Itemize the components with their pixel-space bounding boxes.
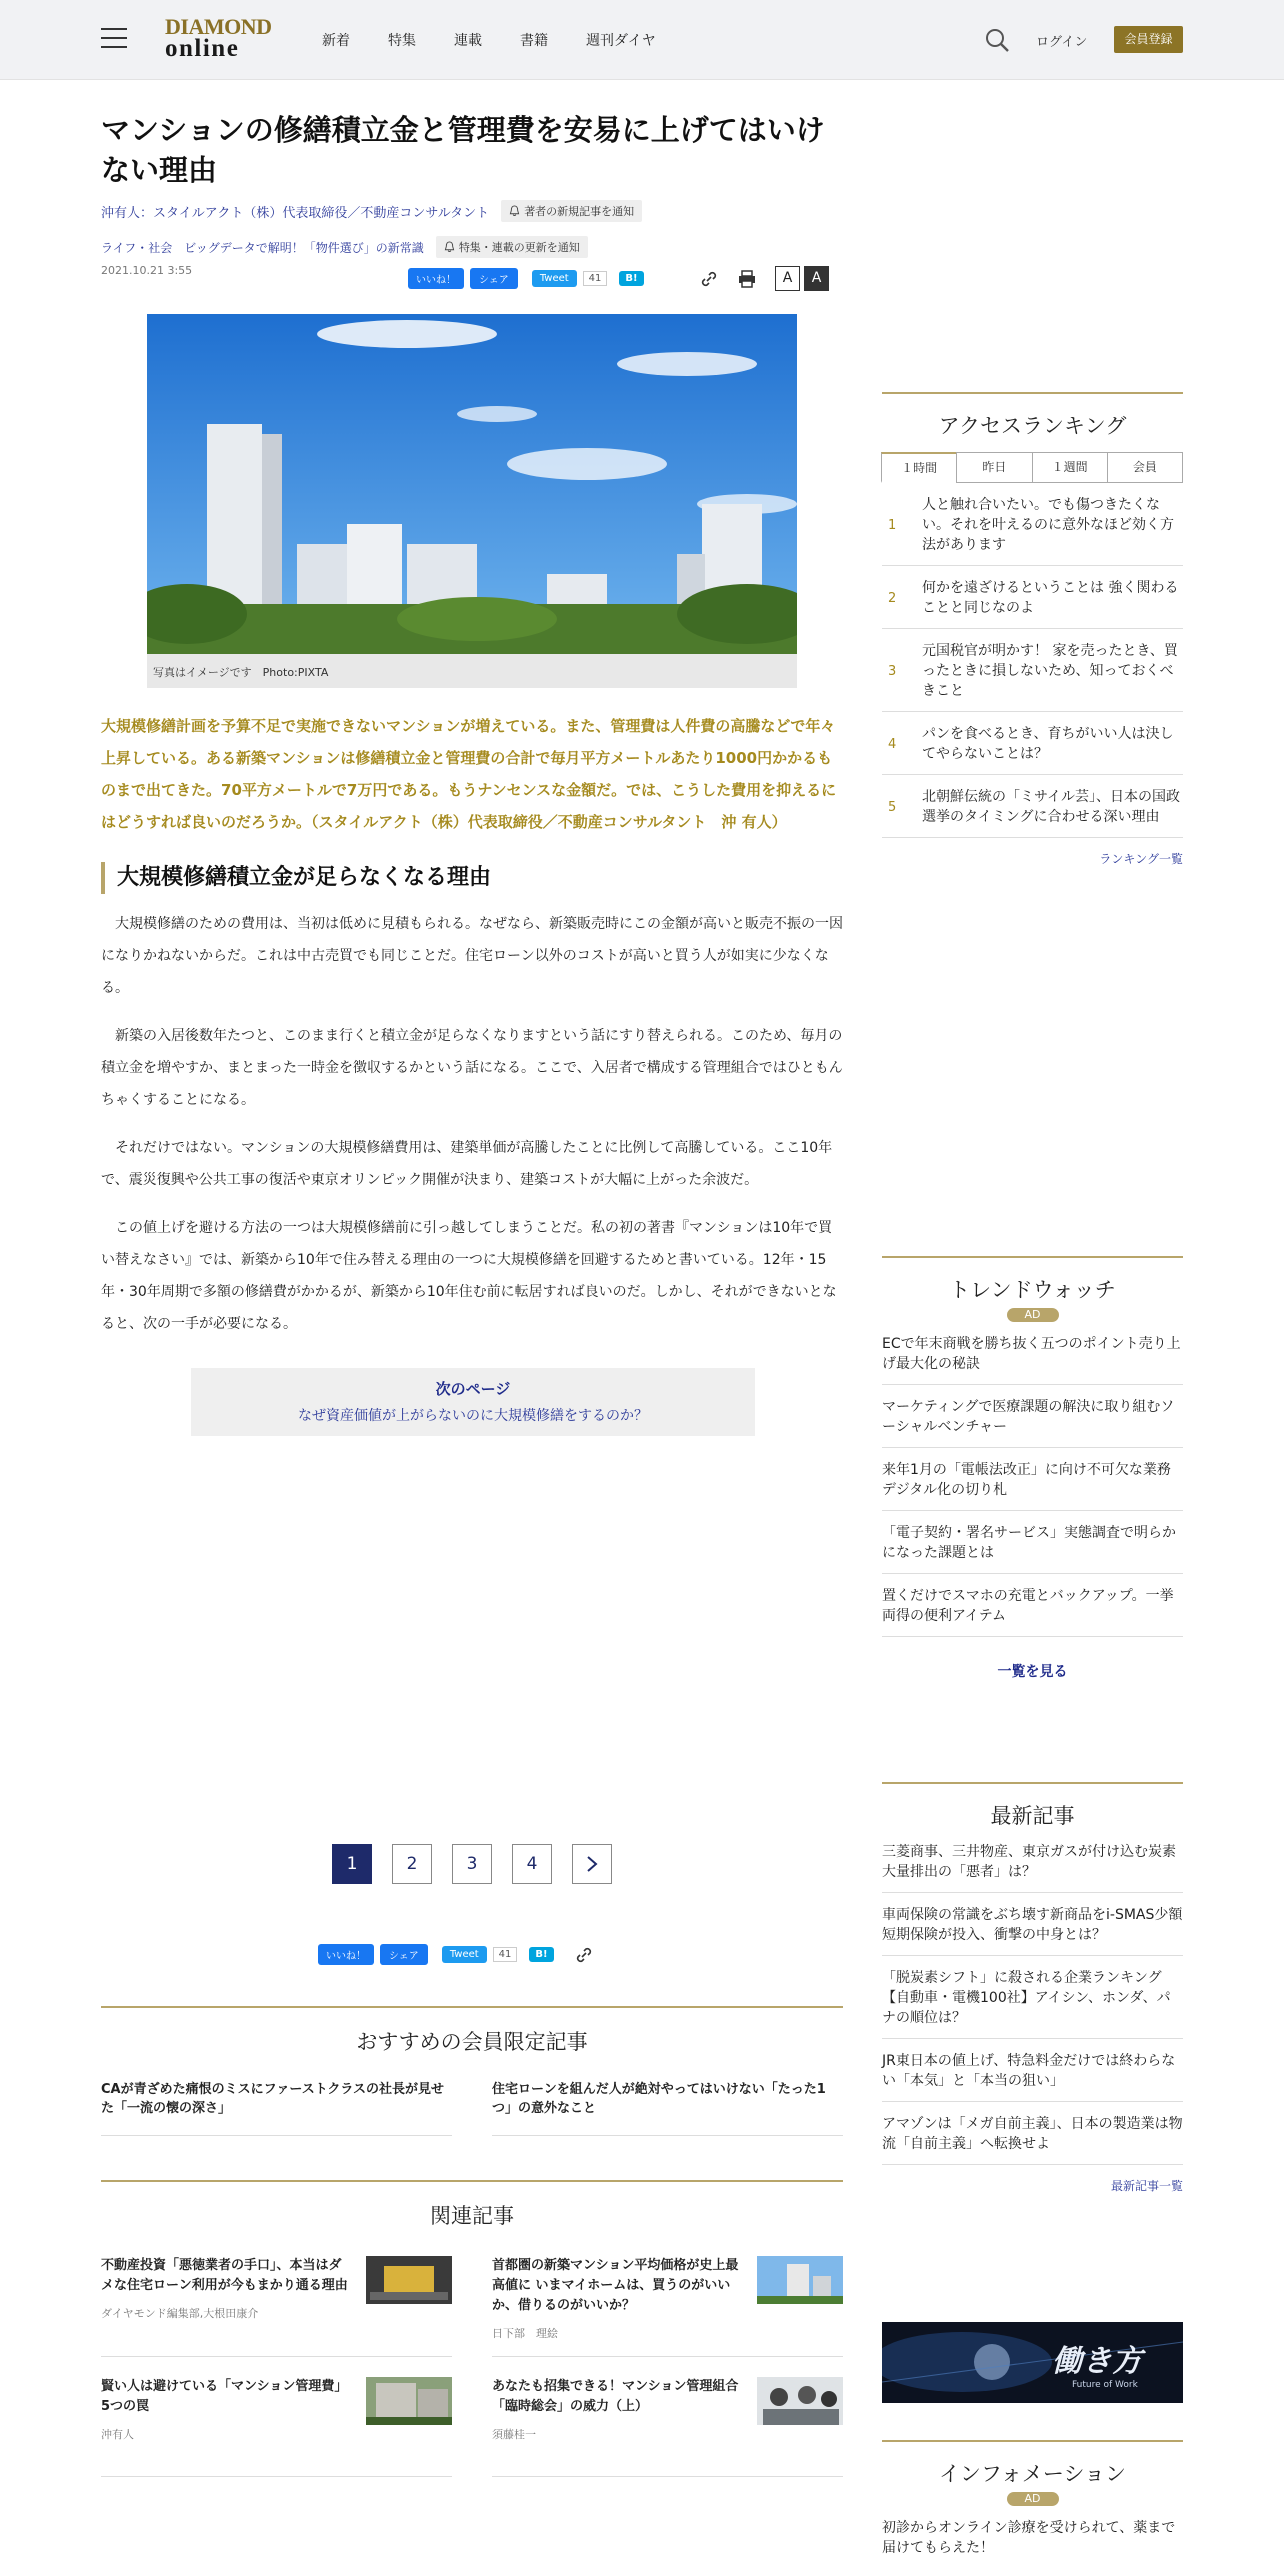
related-item[interactable] [101, 2256, 452, 2357]
latest-item[interactable]: 「脱炭素シフト」に殺される企業ランキング【自動車・電機100社】アイシン、ホンダ、パナの順位は？ [882, 1956, 1183, 2039]
nav-item-weekly[interactable]: 週刊ダイヤ [586, 33, 656, 49]
logo-line1: DIAMOND [165, 14, 272, 39]
ranking-item[interactable]: 1 人と触れ合いたい。でも傷つきたくない。それを叶えるのに意外なほど効く方法があります [882, 483, 1183, 566]
author-notify-label: 著者の新規記事を通知 [524, 205, 635, 218]
category-row [101, 236, 843, 258]
ranking-item[interactable]: 2 何かを遠ざけるということは 強く関わることと同じなのよ [882, 566, 1183, 629]
next-page-title: なぜ資産価値が上がらないのに大規模修繕をするのか？ [298, 1408, 648, 1424]
tab-yesterday[interactable]: 昨日 [956, 452, 1032, 483]
next-page-label: 次のページ [435, 1380, 511, 1398]
site-logo[interactable] [165, 14, 272, 62]
related-heading: 関連記事 [430, 2204, 514, 2228]
facebook-like-button[interactable]: いいね！ [408, 268, 464, 289]
article-lead: 大規模修繕計画を予算不足で実施できないマンションが増えている。また、管理費は人件費の高騰などで年々上昇している。ある新築マンションは修繕積立金と管理費の合計で毎月平方メートルあたり1000円かかるものまで出てきた。70平方メートルで7万円である。もうナンセンスな金額だ。では、こうした費用を抑えるにはどうすれば良いのだろうか。（スタイルアクト（株）代表取締役／不動産コンサルタント 沖 有人） [101, 717, 837, 831]
series-notify-label: 特集・連載の更新を通知 [458, 241, 580, 254]
signup-button[interactable]: 会員登録 [1114, 26, 1183, 53]
article-tools [699, 266, 829, 291]
recommend-item[interactable]: CAが青ざめた痛恨のミスにファーストクラスの社長が見せた「一流の懐の深さ」 [101, 2080, 452, 2136]
related-byline: 沖有人 [101, 2428, 134, 2441]
trend-item[interactable]: ECで年末商戦を勝ち抜く五つのポイント売り上げ最大化の秘訣 [882, 1322, 1183, 1385]
trend-item[interactable]: 置くだけでスマホの充電とバックアップ。一挙両得の便利アイテム [882, 1574, 1183, 1637]
next-page-box[interactable] [191, 1368, 755, 1436]
related-title: あなたも招集できる！マンション管理組合「臨時総会」の威力（上） [492, 2379, 739, 2414]
hatena-bookmark-button[interactable]: B! [619, 271, 643, 286]
hatena-bookmark-button[interactable]: B! [529, 1947, 553, 1962]
tweet-count: 41 [493, 1947, 518, 1962]
latest-widget [882, 1782, 1183, 2194]
share-bar-bottom [318, 1944, 594, 1965]
info-item[interactable]: 初診からオンライン診療を受けられて、薬まで届けてもらえた！ [882, 2506, 1183, 2568]
body-paragraph: 大規模修繕のための費用は、当初は低めに見積もられる。なぜなら、新築販売時にこの金額が高いと販売不振の一因になりかねないからだ。これは中古売買でも同じことだ。住宅ローン以外のコストが高いと買う人が如実に少なくなる。 [101, 916, 843, 996]
pagination [332, 1844, 612, 1884]
related-title: 首都圏の新築マンション平均価格が史上最高値に いまマイホームは、買うのがいいか、借りるのがいいか？ [492, 2258, 739, 2313]
related-byline: 日下部 理絵 [492, 2327, 558, 2340]
nav-item-books[interactable]: 書籍 [520, 33, 548, 49]
login-link[interactable]: ログイン [1036, 35, 1088, 50]
ranking-title: 何かを遠ざけるということは 強く関わることと同じなのよ [922, 580, 1179, 616]
article-title: マンションの修繕積立金と管理費を安易に上げてはいけない理由 [101, 113, 825, 187]
link-icon[interactable] [699, 269, 719, 289]
ranking-item[interactable]: 3 元国税官が明かす！ 家を売ったとき、買ったときに損しないため、知っておくべきこと [882, 629, 1183, 712]
facebook-share-button[interactable]: シェア [380, 1944, 428, 1965]
related-item[interactable] [492, 2377, 843, 2477]
tab-1hour[interactable]: １時間 [881, 452, 957, 483]
latest-item[interactable]: JR東日本の値上げ、特急料金だけでは終わらない「本気」と「本当の狙い」 [882, 2039, 1183, 2102]
ranking-title: 元国税官が明かす！ 家を売ったとき、買ったときに損しないため、知っておくべきこと [922, 643, 1178, 699]
ranking-tabs [882, 452, 1183, 483]
ranking-widget [882, 392, 1183, 867]
ad-badge: AD [1007, 1308, 1059, 1322]
trend-heading: トレンドウォッチ [882, 1256, 1183, 1304]
related-thumbnail [366, 2256, 452, 2304]
banner-ad[interactable] [882, 2322, 1183, 2403]
tab-members[interactable]: 会員 [1107, 452, 1183, 483]
related-title: 不動産投資「悪徳業者の手口」、本当はダメな住宅ローン利用が今もまかり通る理由 [101, 2258, 348, 2293]
author-link[interactable]: 沖有人：スタイルアクト（株）代表取締役／不動産コンサルタント [101, 205, 490, 221]
nav-item-series[interactable]: 連載 [454, 33, 482, 49]
series-notify-button[interactable] [436, 236, 588, 258]
next-page-button[interactable] [572, 1844, 612, 1884]
ad-badge: AD [1007, 2492, 1059, 2506]
banner-title: 働き方 [1052, 2344, 1142, 2379]
ranking-title: 人と触れ合いたい。でも傷つきたくない。それを叶えるのに意外なほど効く方法があります [922, 497, 1174, 553]
info-heading: インフォメーション [882, 2440, 1183, 2488]
font-size-small-button[interactable]: A [775, 266, 800, 291]
latest-item[interactable]: アマゾンは「メガ自前主義」、日本の製造業は物流「自前主義」へ転換せよ [882, 2102, 1183, 2165]
latest-item[interactable]: 車両保険の常識をぶち壊す新商品をi-SMAS少額短期保険が投入、衝撃の中身とは？ [882, 1893, 1183, 1956]
banner-image [882, 2322, 1183, 2403]
ranking-item[interactable]: 4 パンを食べるとき、育ちがいい人は決してやらないことは？ [882, 712, 1183, 775]
trend-item[interactable]: 来年1月の「電帳法改正」に向け不可欠な業務デジタル化の切り札 [882, 1448, 1183, 1511]
body-paragraph: それだけではない。マンションの大規模修繕費用は、建築単価が高騰したことに比例して高騰している。ここ10年で、震災復興や公共工事の復活や東京オリンピック開催が決まり、建築コストが大幅に上がった余波だ。 [101, 1140, 833, 1188]
ranking-heading: アクセスランキング [882, 392, 1183, 440]
site-header [0, 0, 1284, 80]
meta-row [101, 264, 843, 294]
related-byline: 須藤桂一 [492, 2428, 536, 2441]
recommend-section [101, 2006, 843, 2136]
related-thumbnail [366, 2377, 452, 2425]
body-paragraph: 新築の入居後数年たつと、このまま行くと積立金が足らなくなりますという話にすり替えられる。このため、毎月の積立金を増やすか、まとまった一時金を徴収するかという話になる。ここで、入居者で構成する管理組合ではひともんちゃくすることになる。 [101, 1028, 843, 1108]
ranking-item[interactable]: 5 北朝鮮伝統の「ミサイル芸」、日本の国政選挙のタイミングに合わせる深い理由 [882, 775, 1183, 838]
trend-item[interactable]: マーケティングで医療課題の解決に取り組むソーシャルベンチャー [882, 1385, 1183, 1448]
tab-1week[interactable]: １週間 [1032, 452, 1108, 483]
page-1-button[interactable]: 1 [332, 1844, 372, 1884]
article-subheading: 大規模修繕積立金が足らなくなる理由 [101, 862, 843, 894]
photo-caption: 写真はイメージです Photo:PIXTA [147, 654, 797, 688]
banner-subtitle: Future of Work [1072, 2380, 1138, 2390]
menu-icon[interactable] [101, 28, 127, 50]
latest-heading: 最新記事 [882, 1782, 1183, 1830]
recommend-item[interactable]: 住宅ローンを組んだ人が絶対やってはいけない「たった1つ」の意外なこと [492, 2080, 843, 2136]
tweet-count: 41 [583, 271, 608, 286]
related-title: 賢い人は避けている「マンション管理費」5つの罠 [101, 2379, 348, 2414]
photo-image [147, 314, 797, 654]
bell-icon [444, 241, 455, 253]
article-main [101, 110, 843, 1436]
page-4-button[interactable]: 4 [512, 1844, 552, 1884]
related-section [101, 2180, 843, 2497]
ranking-title: パンを食べるとき、育ちがいい人は決してやらないことは？ [922, 726, 1174, 762]
nav-item-feature[interactable]: 特集 [388, 33, 416, 49]
related-byline: ダイヤモンド編集部,大根田康介 [101, 2307, 259, 2320]
nav-item-new[interactable]: 新着 [322, 33, 350, 49]
info-widget [882, 2440, 1183, 2568]
global-nav [322, 30, 694, 50]
related-item[interactable] [101, 2377, 452, 2477]
print-icon[interactable] [737, 269, 757, 289]
trend-widget [882, 1256, 1183, 1681]
series-link[interactable]: ビッグデータで解明！「物件選び」の新常識 [184, 240, 424, 255]
font-size-large-button[interactable]: A [804, 266, 829, 291]
latest-more-link[interactable]: 最新記事一覧 [1110, 2179, 1183, 2193]
related-item[interactable] [492, 2256, 843, 2357]
trend-item[interactable]: 「電子契約・署名サービス」実態調査で明らかになった課題とは [882, 1511, 1183, 1574]
chevron-right-icon [585, 1856, 599, 1872]
related-thumbnail [757, 2377, 843, 2425]
tweet-button[interactable]: Tweet [442, 1946, 487, 1963]
author-row [101, 200, 843, 222]
author-notify-button[interactable] [501, 200, 642, 222]
logo-line2: online [165, 35, 240, 62]
search-icon[interactable] [984, 27, 1010, 53]
bell-icon [509, 205, 520, 217]
recommend-heading: おすすめの会員限定記事 [356, 2030, 588, 2054]
category-link[interactable]: ライフ・社会 [101, 240, 173, 255]
trend-more-link[interactable]: 一覧を見る [997, 1664, 1068, 1680]
facebook-share-button[interactable]: シェア [470, 268, 518, 289]
ranking-more-link[interactable]: ランキング一覧 [1099, 852, 1183, 866]
ranking-title: 北朝鮮伝統の「ミサイル芸」、日本の国政選挙のタイミングに合わせる深い理由 [922, 789, 1181, 825]
tweet-button[interactable]: Tweet [532, 270, 577, 287]
link-icon[interactable] [574, 1945, 594, 1965]
publish-date: 2021.10.21 3:55 [101, 264, 193, 277]
page-2-button[interactable]: 2 [392, 1844, 432, 1884]
share-bar [408, 268, 644, 289]
page-3-button[interactable]: 3 [452, 1844, 492, 1884]
body-paragraph: この値上げを避ける方法の一つは大規模修繕前に引っ越してしまうことだ。私の初の著書『マンションは10年で買い替えなさい』では、新築から10年で住み替える理由の一つに大規模修繕を回避するためと書いている。12年・15年・30年周期で多額の修繕費がかかるが、新築から10年住む前に転居すれば良いのだ。しかし、それができないとなると、次の一手が必要になる。 [101, 1220, 837, 1332]
facebook-like-button[interactable]: いいね！ [318, 1944, 374, 1965]
related-thumbnail [757, 2256, 843, 2304]
article-photo [147, 314, 797, 688]
latest-item[interactable]: 三菱商事、三井物産、東京ガスが付け込む炭素大量排出の「悪者」は？ [882, 1830, 1183, 1893]
